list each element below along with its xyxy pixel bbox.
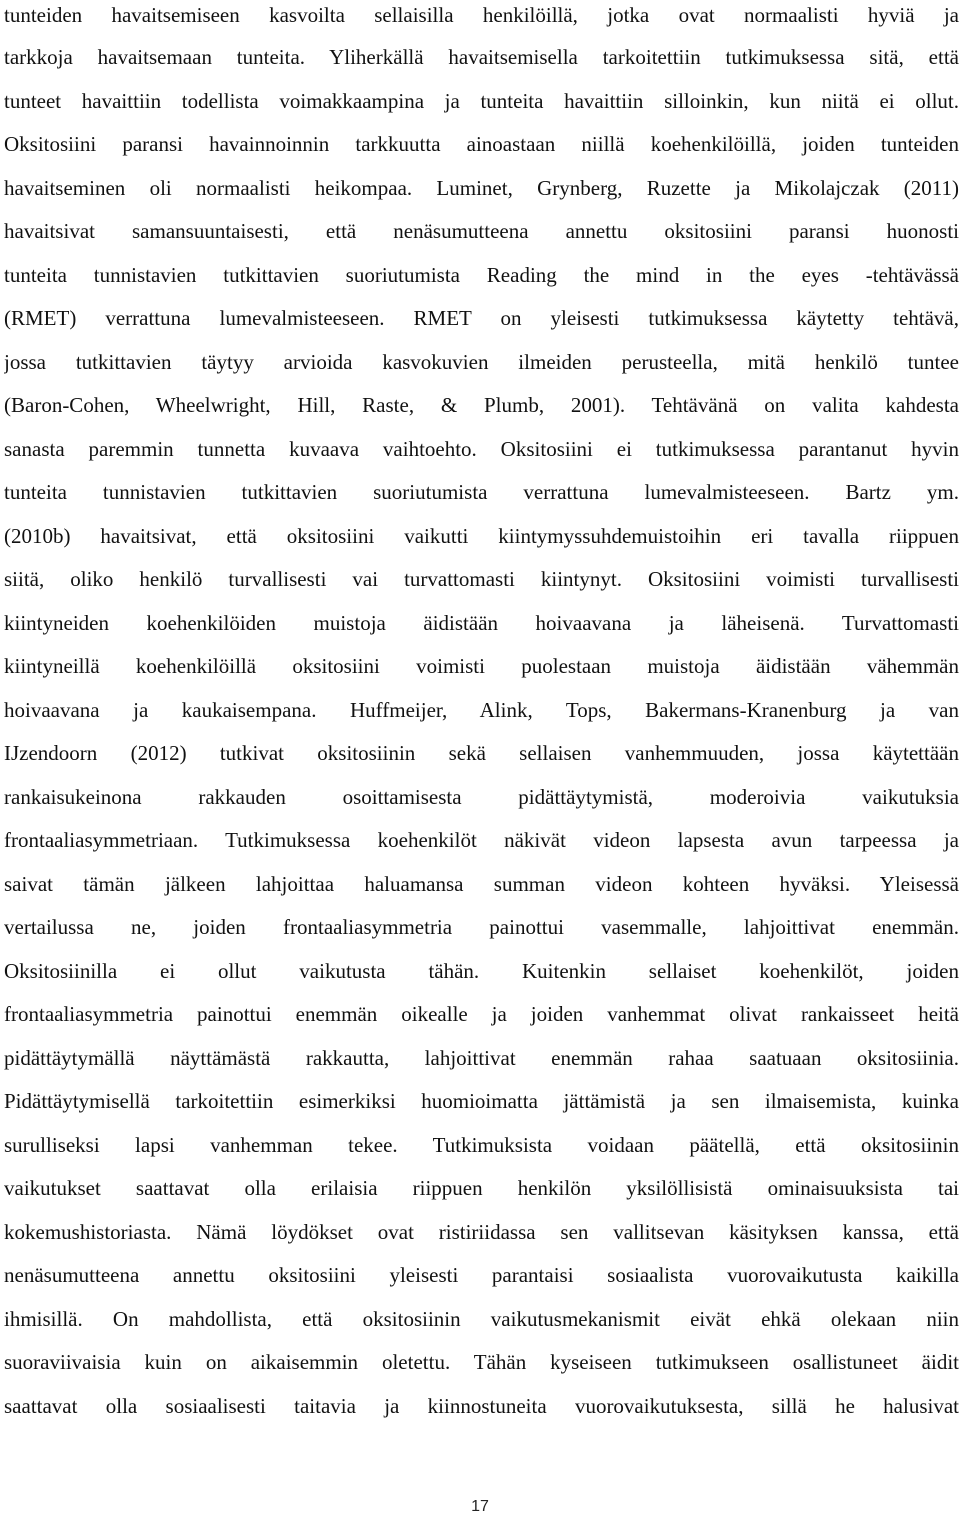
text-line: tunteita tunnistavien tutkittavien suoriutumista Reading the mind in the eyes -tehtävässä	[4, 262, 959, 287]
text-line: ihmisillä. On mahdollista, että oksitosiinin vaikutusmekanismit eivät ehkä olekaan niin	[4, 1306, 959, 1331]
text-line: kokemushistoriasta. Nämä löydökset ovat ristiriidassa sen vallitsevan käsityksen kanssa, että	[4, 1219, 959, 1244]
text-line: nenäsumutteena annettu oksitosiini yleisesti parantaisi sosiaalista vuorovaikutusta kaikilla	[4, 1263, 959, 1287]
text-line: vertailussa ne, joiden frontaaliasymmetria painottui vasemmalle, lahjoittivat enemmän.	[4, 915, 959, 939]
text-line: tarkkoja havaitsemaan tunteita. Yliherkällä havaitsemisella tarkoitettiin tutkimuksessa sitä, että	[4, 45, 959, 69]
text-line: rankaisukeinona rakkauden osoittamisesta pidättäytymistä, moderoivia vaikutuksia	[4, 784, 959, 809]
text-line: (RMET) verrattuna lumevalmisteeseen. RMET on yleisesti tutkimuksessa käytetty tehtävä,	[4, 306, 959, 330]
text-line: tunteiden havaitsemiseen kasvoilta sellaisilla henkilöillä, jotka ovat normaalisti hyviä ja	[4, 3, 959, 27]
text-line: frontaaliasymmetria painottui enemmän oikealle ja joiden vanhemmat olivat rankaisseet heitä	[4, 1002, 959, 1026]
text-line: kiintyneillä koehenkilöillä oksitosiini voimisti puolestaan muistoja äidistään vähemmän	[4, 654, 959, 678]
text-line: tunteita tunnistavien tutkittavien suoriutumista verrattuna lumevalmisteeseen. Bartz ym.	[4, 480, 959, 504]
text-line: surulliseksi lapsi vanhemman tekee. Tutkimuksista voidaan päätellä, että oksitosiinin	[4, 1132, 959, 1157]
text-line: Oksitosiini paransi havainnoinnin tarkkuutta ainoastaan niillä koehenkilöillä, joiden tunteiden	[4, 132, 959, 156]
text-line: kiintyneiden koehenkilöiden muistoja äidistään hoivaavana ja läheisenä. Turvattomasti	[4, 610, 959, 635]
text-line: Pidättäytymisellä tarkoitettiin esimerkiksi huomioimatta jättämistä ja sen ilmaisemista, kuinka	[4, 1089, 959, 1113]
text-line: havaitseminen oli normaalisti heikompaa. Luminet, Grynberg, Ruzette ja Mikolajczak (2011)	[4, 175, 959, 200]
page-number: 17	[471, 1498, 489, 1515]
text-line: (2010b) havaitsivat, että oksitosiini vaikutti kiintymyssuhdemuistoihin eri tavalla riippuen	[4, 523, 959, 548]
text-line: saivat tämän jälkeen lahjoittaa haluamansa summan videon kohteen hyväksi. Yleisessä	[4, 871, 959, 896]
text-line: IJzendoorn (2012) tutkivat oksitosiinin sekä sellaisen vanhemmuuden, jossa käytettään	[4, 741, 959, 765]
text-line: saattavat olla sosiaalisesti taitavia ja kiinnostuneita vuorovaikutuksesta, sillä he halusivat	[4, 1393, 959, 1418]
text-line: sanasta paremmin tunnetta kuvaava vaihtoehto. Oksitosiini ei tutkimuksessa parantanut hyvin	[4, 436, 959, 461]
text-line: vaikutukset saattavat olla erilaisia riippuen henkilön yksilöllisistä ominaisuuksista tai	[4, 1176, 959, 1200]
text-line: pidättäytymällä näyttämästä rakkautta, lahjoittivat enemmän rahaa saatuaan oksitosiinia.	[4, 1045, 959, 1070]
text-line: hoivaavana ja kaukaisempana. Huffmeijer, Alink, Tops, Bakermans-Kranenburg ja van	[4, 697, 959, 722]
text-line: suoraviivaisia kuin on aikaisemmin oletettu. Tähän kyseiseen tutkimukseen osallistuneet äidit	[4, 1350, 959, 1374]
text-line: tunteet havaittiin todellista voimakkaampina ja tunteita havaittiin silloinkin, kun niitä ei ollut.	[4, 88, 959, 113]
body-paragraph	[4, 0, 959, 1428]
text-line: havaitsivat samansuuntaisesti, että nenäsumutteena annettu oksitosiini paransi huonosti	[4, 219, 959, 243]
text-line: jossa tutkittavien täytyy arvioida kasvokuvien ilmeiden perusteella, mitä henkilö tuntee	[4, 349, 959, 374]
text-line: frontaaliasymmetriaan. Tutkimuksessa koehenkilöt näkivät videon lapsesta avun tarpeessa ja	[4, 828, 959, 852]
text-line: siitä, oliko henkilö turvallisesti vai turvattomasti kiintynyt. Oksitosiini voimisti turvallisesti	[4, 567, 959, 591]
text-line: (Baron-Cohen, Wheelwright, Hill, Raste, & Plumb, 2001). Tehtävänä on valita kahdesta	[4, 393, 959, 417]
text-line: Oksitosiinilla ei ollut vaikutusta tähän. Kuitenkin sellaiset koehenkilöt, joiden	[4, 958, 959, 983]
